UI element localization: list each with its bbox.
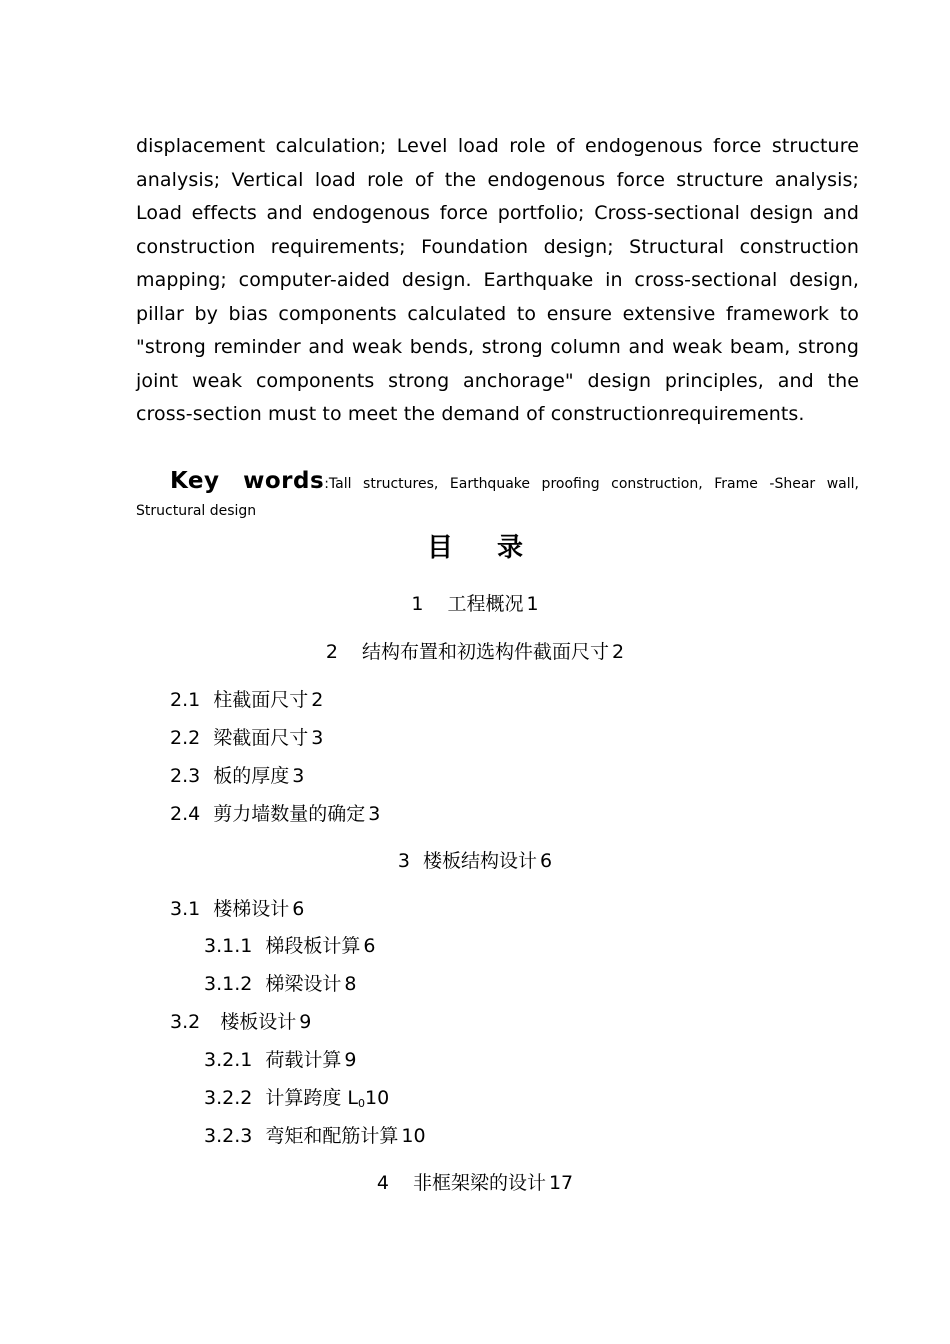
toc-entry-title: 楼板结构设计 [422, 850, 537, 872]
toc-entry-subscript: 0 [358, 1097, 365, 1110]
toc-entry-number: 2.2 [170, 727, 201, 749]
toc-entry-number: 1 [411, 593, 424, 615]
toc-entry-page: 17 [548, 1172, 574, 1194]
toc-entry-page: 6 [363, 935, 376, 957]
toc-entry-number: 2.4 [170, 803, 201, 825]
toc-entry-number: 3.2 [170, 1011, 201, 1033]
toc-entry-title: 非框架梁的设计 [412, 1172, 546, 1194]
keywords-text: :Tall structures, Earthquake proofing construction, Frame -Shear wall, Structural design [136, 476, 859, 519]
toc-entry[interactable] [204, 933, 375, 959]
toc-entry-title: 工程概况 [447, 593, 524, 615]
keywords-label: Key words [170, 468, 325, 494]
abstract-paragraph: displacement calculation; Level load role of endogenous force structure analysis; Vertical load role of the endogenous force structure analysis; Load effects and endogenous force portfolio; Cross-sectional design and construction requirements; Foundation design; Structural construction mapping; computer-aided design. Earthquake in cross-sectional design, pillar by bias components calculated to ensure extensive framework to "strong reminder and weak bends, strong column and weak beam, strong joint weak components strong anchorage" design principles, and the cross-section must to meet the demand of constructionrequirements. [136, 135, 859, 425]
toc-entry-title: 弯矩和配筋计算 [265, 1125, 399, 1147]
toc-entry-title: 板的厚度 [213, 765, 290, 787]
toc-entry[interactable] [204, 1085, 389, 1117]
toc-entry-page: 10 [401, 1125, 426, 1147]
toc-entry-number: 3.1.2 [204, 973, 253, 995]
toc-entry[interactable] [204, 971, 356, 997]
toc-entry-number: 3.2.1 [204, 1049, 253, 1071]
toc-entry-title: 梁截面尺寸 [213, 727, 309, 749]
toc-entry[interactable] [0, 848, 950, 874]
toc-entry-page: 9 [344, 1049, 357, 1071]
toc-entry[interactable] [0, 591, 950, 617]
toc-entry-number: 3.1 [170, 898, 201, 920]
toc-entry-title: 剪力墙数量的确定 [213, 803, 366, 825]
toc-entry-page: 10 [365, 1087, 390, 1109]
toc-entry-number: 3.2.2 [204, 1087, 253, 1109]
toc-entry[interactable] [170, 687, 323, 713]
toc-entry[interactable] [170, 763, 304, 789]
toc-title-right: 录 [497, 533, 524, 563]
toc-entry-page: 3 [311, 727, 324, 749]
toc-entry-number: 2.1 [170, 689, 201, 711]
toc-entry-page: 3 [292, 765, 305, 787]
toc-entry-title: 结构布置和初选构件截面尺寸 [361, 641, 609, 663]
toc-entry[interactable] [170, 801, 380, 827]
toc-entry-number: 2.3 [170, 765, 201, 787]
toc-entry-number: 2 [325, 641, 338, 663]
toc-entry[interactable] [0, 639, 950, 665]
toc-title-left: 目 [426, 533, 453, 563]
toc-entry-title: 楼梯设计 [213, 898, 290, 920]
toc-entry-number: 3.2.3 [204, 1125, 253, 1147]
toc-entry-title: 柱截面尺寸 [213, 689, 309, 711]
toc-entry[interactable] [204, 1047, 356, 1073]
toc-entry-title: 计算跨度 L [265, 1087, 358, 1109]
toc-entry-page: 2 [612, 641, 625, 663]
toc-entry-page: 8 [344, 973, 357, 995]
toc-entry-page: 3 [368, 803, 381, 825]
toc-entry-number: 3 [397, 850, 410, 872]
keywords-paragraph [136, 468, 859, 525]
toc-entry-number: 4 [376, 1172, 389, 1194]
toc-entry-page: 6 [540, 850, 553, 872]
toc-entry-page: 6 [292, 898, 305, 920]
toc-entry-page: 1 [526, 593, 539, 615]
toc-entry-title: 荷载计算 [265, 1049, 342, 1071]
toc-entry[interactable] [0, 1170, 950, 1196]
toc-entry[interactable] [170, 725, 323, 751]
toc-entry[interactable] [170, 1009, 311, 1035]
toc-entry-title: 楼板设计 [220, 1011, 297, 1033]
toc-entry-title: 梯段板计算 [265, 935, 361, 957]
toc-entry-page: 9 [299, 1011, 312, 1033]
toc-entry-title: 梯梁设计 [265, 973, 342, 995]
toc-entry-number: 3.1.1 [204, 935, 253, 957]
toc-entry-page: 2 [311, 689, 324, 711]
toc-title [0, 530, 950, 566]
toc-entry[interactable] [170, 896, 304, 922]
toc-entry[interactable] [204, 1123, 426, 1149]
